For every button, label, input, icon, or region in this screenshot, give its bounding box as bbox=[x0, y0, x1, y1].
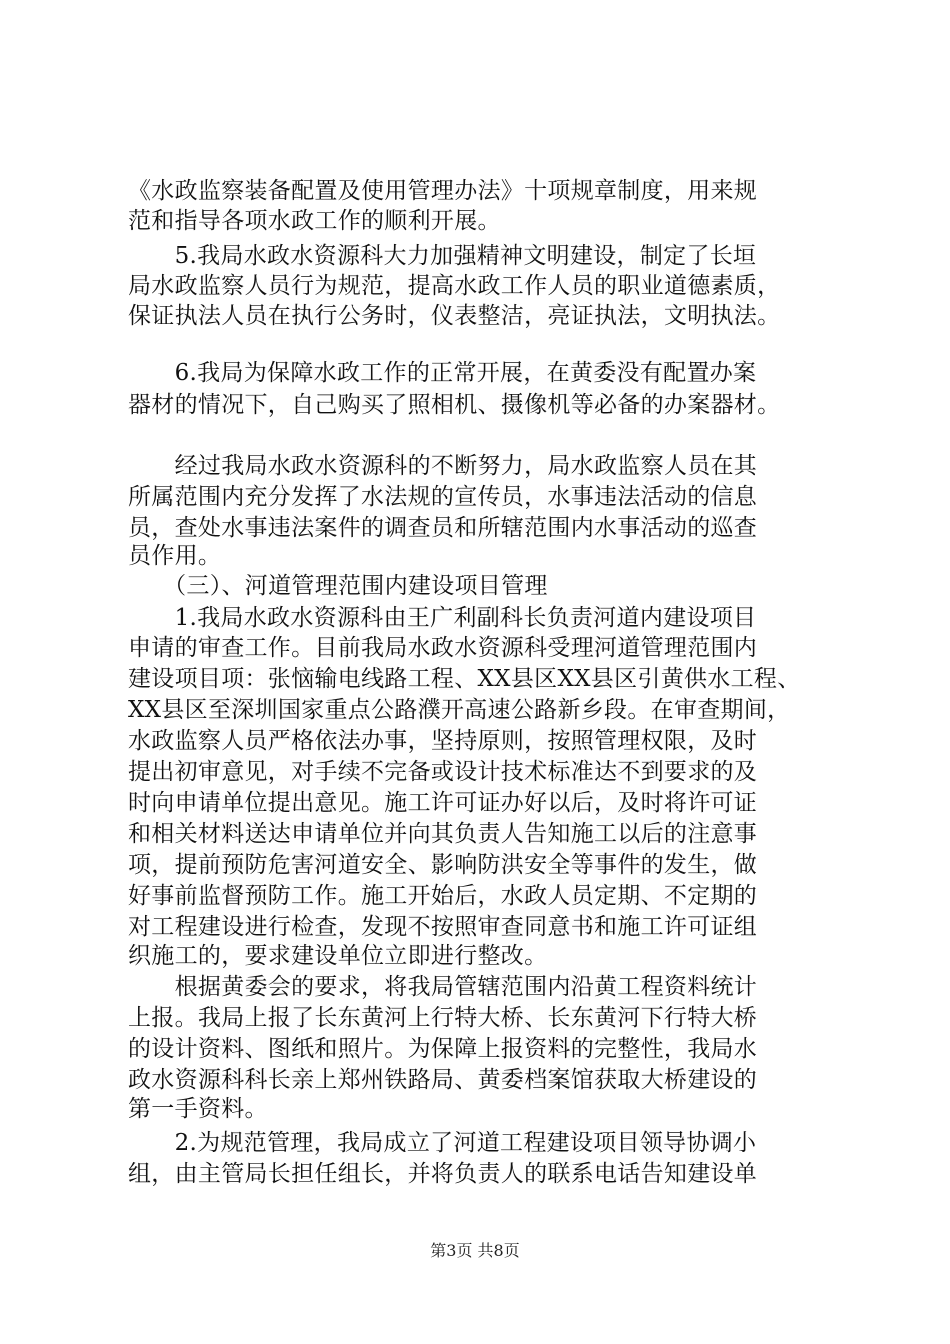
body-text-line: 申请的审查工作。目前我局水政水资源科受理河道管理范围内 bbox=[128, 635, 758, 661]
body-text-line: 保证执法人员在执行公务时，仪表整洁，亮证执法，文明执法。 bbox=[128, 303, 781, 329]
body-text-line: 第一手资料。 bbox=[128, 1096, 268, 1122]
body-text-line: 提出初审意见，对手续不完备或设计技术标准达不到要求的及 bbox=[128, 759, 758, 785]
body-text-line: 时向申请单位提出意见。施工许可证办好以后，及时将许可证 bbox=[128, 790, 758, 816]
body-text-line: 组，由主管局长担任组长，并将负责人的联系电话告知建设单 bbox=[128, 1161, 758, 1187]
page-number-footer: 第3页 共8页 bbox=[430, 1241, 520, 1260]
body-text-line: 项，提前预防危害河道安全、影响防洪安全等事件的发生，做 bbox=[128, 852, 758, 878]
body-text-line: 1.我局水政水资源科由王广利副科长负责河道内建设项目 bbox=[128, 605, 757, 631]
body-text-line: 局水政监察人员行为规范，提高水政工作人员的职业道德素质， bbox=[128, 273, 781, 299]
body-text-line: 上报。我局上报了长东黄河上行特大桥、长东黄河下行特大桥 bbox=[128, 1005, 758, 1031]
body-text-line: 范和指导各项水政工作的顺利开展。 bbox=[128, 208, 501, 234]
body-text-line: 《水政监察装备配置及使用管理办法》十项规章制度，用来规 bbox=[128, 178, 758, 204]
body-text-line: 经过我局水政水资源科的不断努力，局水政监察人员在其 bbox=[128, 453, 758, 479]
body-text-line: XX县区至深圳国家重点公路濮开高速公路新乡段。在审查期间， bbox=[128, 697, 791, 723]
body-text-line: 对工程建设进行检查，发现不按照审查同意书和施工许可证组 bbox=[128, 914, 758, 940]
body-text-line: 水政监察人员严格依法办事，坚持原则，按照管理权限，及时 bbox=[128, 728, 758, 754]
body-text-line: 根据黄委会的要求，将我局管辖范围内沿黄工程资料统计 bbox=[128, 974, 758, 1000]
body-text-line: 员作用。 bbox=[128, 543, 222, 569]
body-text-line: 织施工的，要求建设单位立即进行整改。 bbox=[128, 943, 548, 969]
body-text-line: 5.我局水政水资源科大力加强精神文明建设，制定了长垣 bbox=[128, 243, 757, 269]
body-text-line: 员，查处水事违法案件的调查员和所辖范围内水事活动的巡查 bbox=[128, 515, 758, 541]
body-text-line: 好事前监督预防工作。施工开始后，水政人员定期、不定期的 bbox=[128, 883, 758, 909]
body-text-line: 器材的情况下，自己购买了照相机、摄像机等必备的办案器材。 bbox=[128, 392, 781, 418]
body-text-line: 和相关材料送达申请单位并向其负责人告知施工以后的注意事 bbox=[128, 821, 758, 847]
body-text-line: 2.为规范管理，我局成立了河道工程建设项目领导协调小 bbox=[128, 1130, 757, 1156]
body-text-line: 的设计资料、图纸和照片。为保障上报资料的完整性，我局水 bbox=[128, 1036, 758, 1062]
body-text-line: 建设项目项：张恼输电线路工程、XX县区XX县区引黄供水工程、 bbox=[128, 666, 801, 692]
section-heading: （三）、河道管理范围内建设项目管理 bbox=[128, 573, 548, 599]
body-text-line: 6.我局为保障水政工作的正常开展，在黄委没有配置办案 bbox=[128, 360, 757, 386]
body-text-line: 政水资源科科长亲上郑州铁路局、黄委档案馆获取大桥建设的 bbox=[128, 1067, 758, 1093]
body-text-line: 所属范围内充分发挥了水法规的宣传员，水事违法活动的信息 bbox=[128, 484, 758, 510]
